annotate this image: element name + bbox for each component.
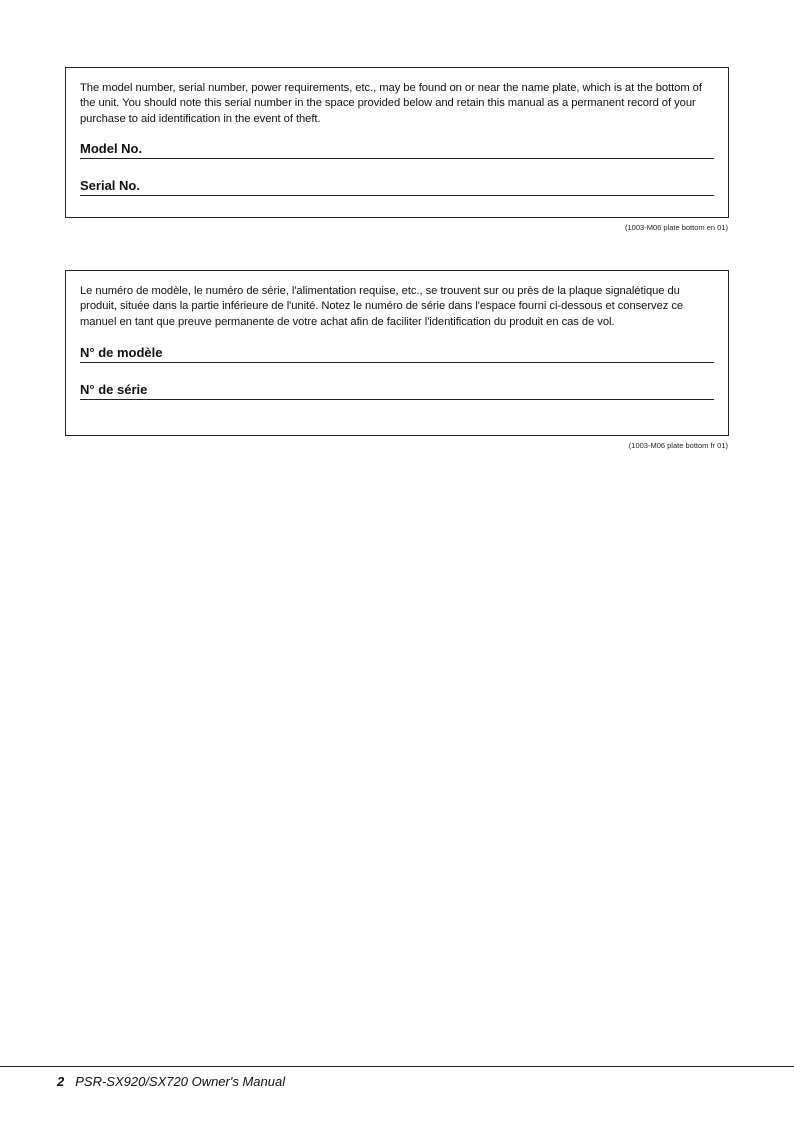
- numero-de-serie-label: N° de série: [80, 381, 148, 397]
- manual-title: PSR-SX920/SX720 Owner's Manual: [75, 1074, 286, 1089]
- serial-number-label: Serial No.: [80, 177, 140, 193]
- numero-de-modele-field[interactable]: [80, 336, 714, 363]
- page-footer: [57, 1073, 285, 1091]
- page-number: 2: [57, 1074, 65, 1089]
- name-plate-text-french: Le numéro de modèle, le numéro de série, l'alimentation requise, etc., se trouvent sur ou près de la plaque signalétique du produit, située dans la partie inférieure de l'unité. Notez le numéro de série dans l'espace fourni ci-dessous et conservez ce manuel en tant que preuve permanente de votre achat afin de faciliter l'identification du produit en cas de vol.: [80, 285, 684, 328]
- name-plate-notice-english: [65, 67, 729, 218]
- name-plate-text-english: The model number, serial number, power requirements, etc., may be found on or near the name plate, which is at the bottom of the unit. You should note this serial number in the space provided below and retain this manual as a permanent record of your purchase to aid identification in the event of theft.: [80, 82, 702, 125]
- plate-code-english: (1003-M06 plate bottom en 01): [625, 223, 728, 232]
- footer-divider: [0, 1066, 794, 1067]
- model-number-label: Model No.: [80, 140, 143, 156]
- plate-code-french: (1003-M06 plate bottom fr 01): [628, 441, 728, 450]
- numero-de-modele-label: N° de modèle: [80, 344, 163, 360]
- name-plate-notice-french: [65, 270, 729, 436]
- serial-number-field[interactable]: [80, 169, 714, 196]
- model-number-field[interactable]: [80, 132, 714, 159]
- numero-de-serie-field[interactable]: [80, 373, 714, 400]
